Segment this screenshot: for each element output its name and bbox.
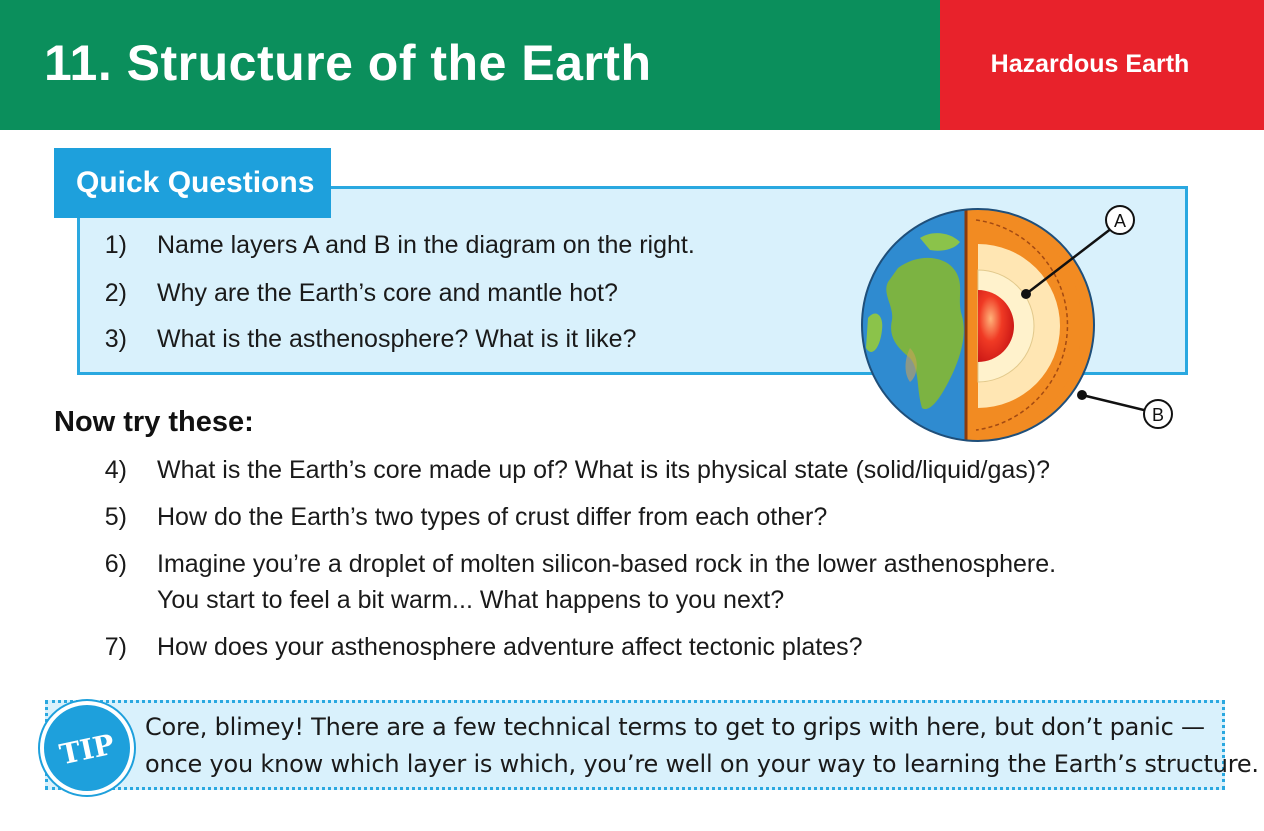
section-banner	[940, 0, 1264, 130]
label-a: A	[1113, 211, 1127, 231]
quick-questions-heading: Quick Questions	[76, 166, 315, 199]
question-item	[0, 503, 1264, 543]
tip-badge	[40, 701, 134, 795]
question-item	[0, 550, 1264, 630]
question-number: 4)	[104, 456, 127, 484]
tip-text-line-1: Core, blimey! There are a few technical terms to get to grips with here, but don’t panic —	[145, 713, 1205, 741]
question-item	[0, 456, 1264, 496]
question-text: How does your asthenosphere adventure affect tectonic plates?	[157, 633, 863, 661]
question-text: Why are the Earth’s core and mantle hot?	[157, 279, 618, 307]
question-number: 6)	[104, 550, 127, 578]
question-item	[0, 633, 1264, 673]
quick-questions-tab	[54, 148, 331, 218]
header-bar	[0, 0, 940, 130]
question-text: How do the Earth’s two types of crust differ from each other?	[157, 503, 828, 531]
tip-text-line-2: once you know which layer is which, you’re well on your way to learning the Earth’s structure.	[145, 750, 1259, 778]
tip-badge-label: TIP	[56, 727, 118, 772]
question-number: 1)	[104, 231, 127, 259]
now-try-heading: Now try these:	[54, 406, 254, 438]
label-b: B	[1151, 405, 1165, 425]
question-text-continued: You start to feel a bit warm... What happens to you next?	[157, 586, 785, 614]
question-number: 3)	[104, 325, 127, 353]
section-label: Hazardous Earth	[990, 50, 1190, 78]
question-text: What is the Earth’s core made up of? What is its physical state (solid/liquid/gas)?	[157, 456, 1051, 484]
earth-structure-diagram	[858, 198, 1188, 448]
question-text: Imagine you’re a droplet of molten silicon-based rock in the lower asthenosphere.	[157, 550, 1057, 578]
question-number: 5)	[104, 503, 127, 531]
question-number: 2)	[104, 279, 127, 307]
page-title: 11. Structure of the Earth	[44, 35, 652, 91]
question-number: 7)	[104, 633, 127, 661]
question-text: What is the asthenosphere? What is it like?	[157, 325, 637, 353]
question-text: Name layers A and B in the diagram on the right.	[157, 231, 695, 259]
